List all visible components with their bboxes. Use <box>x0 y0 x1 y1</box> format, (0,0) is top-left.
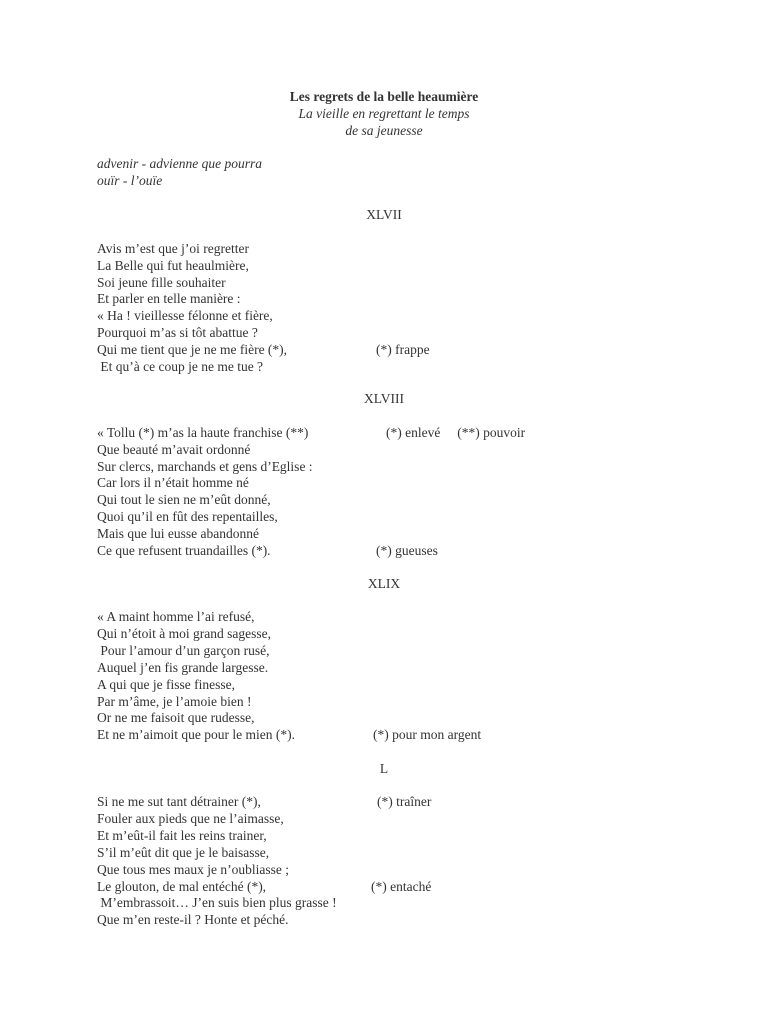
footnote-gloss: (*) frappe <box>376 342 430 357</box>
verse-line: Car lors il n’était homme né <box>97 475 249 490</box>
poem-title: Les regrets de la belle heaumière <box>289 89 479 104</box>
footnote-gloss: (*) enlevé (**) pouvoir <box>386 425 526 440</box>
verse-line: Avis m’est que j’oi regretter <box>97 241 249 256</box>
verse-line: Auquel j’en fis grande largesse. <box>97 660 269 675</box>
verse-line: S’il m’eût dit que je le baisasse, <box>97 845 270 860</box>
verse-line: Que beauté m’avait ordonné <box>97 442 251 457</box>
verse-line: « Tollu (*) m’as la haute franchise (**) <box>97 425 309 440</box>
stanza-number: XLVII <box>366 207 402 222</box>
footnote-gloss: (*) entaché <box>371 879 432 894</box>
verse-line: Fouler aux pieds que ne l’aimasse, <box>97 811 284 826</box>
footnote-gloss: (*) traîner <box>377 794 432 809</box>
poem-subtitle-line-1: La vieille en regrettant le temps <box>298 106 470 121</box>
verse-line: Par m’âme, je l’amoie bien ! <box>97 694 252 709</box>
verse-line: Soi jeune fille souhaiter <box>97 275 226 290</box>
verse-line: Et ne m’aimoit que pour le mien (*). <box>97 727 295 742</box>
verse-line: Sur clercs, marchands et gens d’Eglise : <box>97 459 313 474</box>
verse-line: Or ne me faisoit que rudesse, <box>97 710 255 725</box>
verse-line: Pourquoi m’as si tôt abattue ? <box>97 325 258 340</box>
footnote-gloss: (*) pour mon argent <box>373 727 482 742</box>
verse-line: Et qu’à ce coup je ne me tue ? <box>97 359 264 374</box>
verse-line: Mais que lui eusse abandonné <box>97 526 259 541</box>
verse-line: M’embrassoit… J’en suis bien plus grasse ! <box>97 895 337 910</box>
verse-line: A qui que je fisse finesse, <box>97 677 235 692</box>
stanza-number: XLVIII <box>364 391 404 406</box>
verse-line: Si ne me sut tant détrainer (*), <box>97 794 261 809</box>
stanza-number: L <box>379 761 389 776</box>
verse-line: Qui n’étoit à moi grand sagesse, <box>97 626 271 641</box>
verse-line: « Ha ! vieillesse félonne et fière, <box>97 308 273 323</box>
verse-line: Ce que refusent truandailles (*). <box>97 543 271 558</box>
verse-line: La Belle qui fut heaulmière, <box>97 258 249 273</box>
footnote-gloss: (*) gueuses <box>376 543 438 558</box>
stanza-number: XLIX <box>367 576 401 591</box>
verse-line: Le glouton, de mal entéché (*), <box>97 879 267 894</box>
verse-line: Et m’eût-il fait les reins trainer, <box>97 828 267 843</box>
verse-line: Que tous mes maux je n’oubliasse ; <box>97 862 289 877</box>
poem-subtitle-line-2: de sa jeunesse <box>345 123 423 138</box>
verse-line: Qui me tient que je ne me fière (*), <box>97 342 288 357</box>
verse-line: Et parler en telle manière : <box>97 291 241 306</box>
verse-line: Que m’en reste-il ? Honte et péché. <box>97 912 289 927</box>
verse-line: Pour l’amour d’un garçon rusé, <box>97 643 270 658</box>
verse-line: « A maint homme l’ai refusé, <box>97 609 255 624</box>
glossary-line: advenir - advienne que pourra <box>97 156 262 171</box>
verse-line: Quoi qu’il en fût des repentailles, <box>97 509 278 524</box>
verse-line: Qui tout le sien ne m’eût donné, <box>97 492 271 507</box>
glossary-line: ouïr - l’ouïe <box>97 173 163 188</box>
